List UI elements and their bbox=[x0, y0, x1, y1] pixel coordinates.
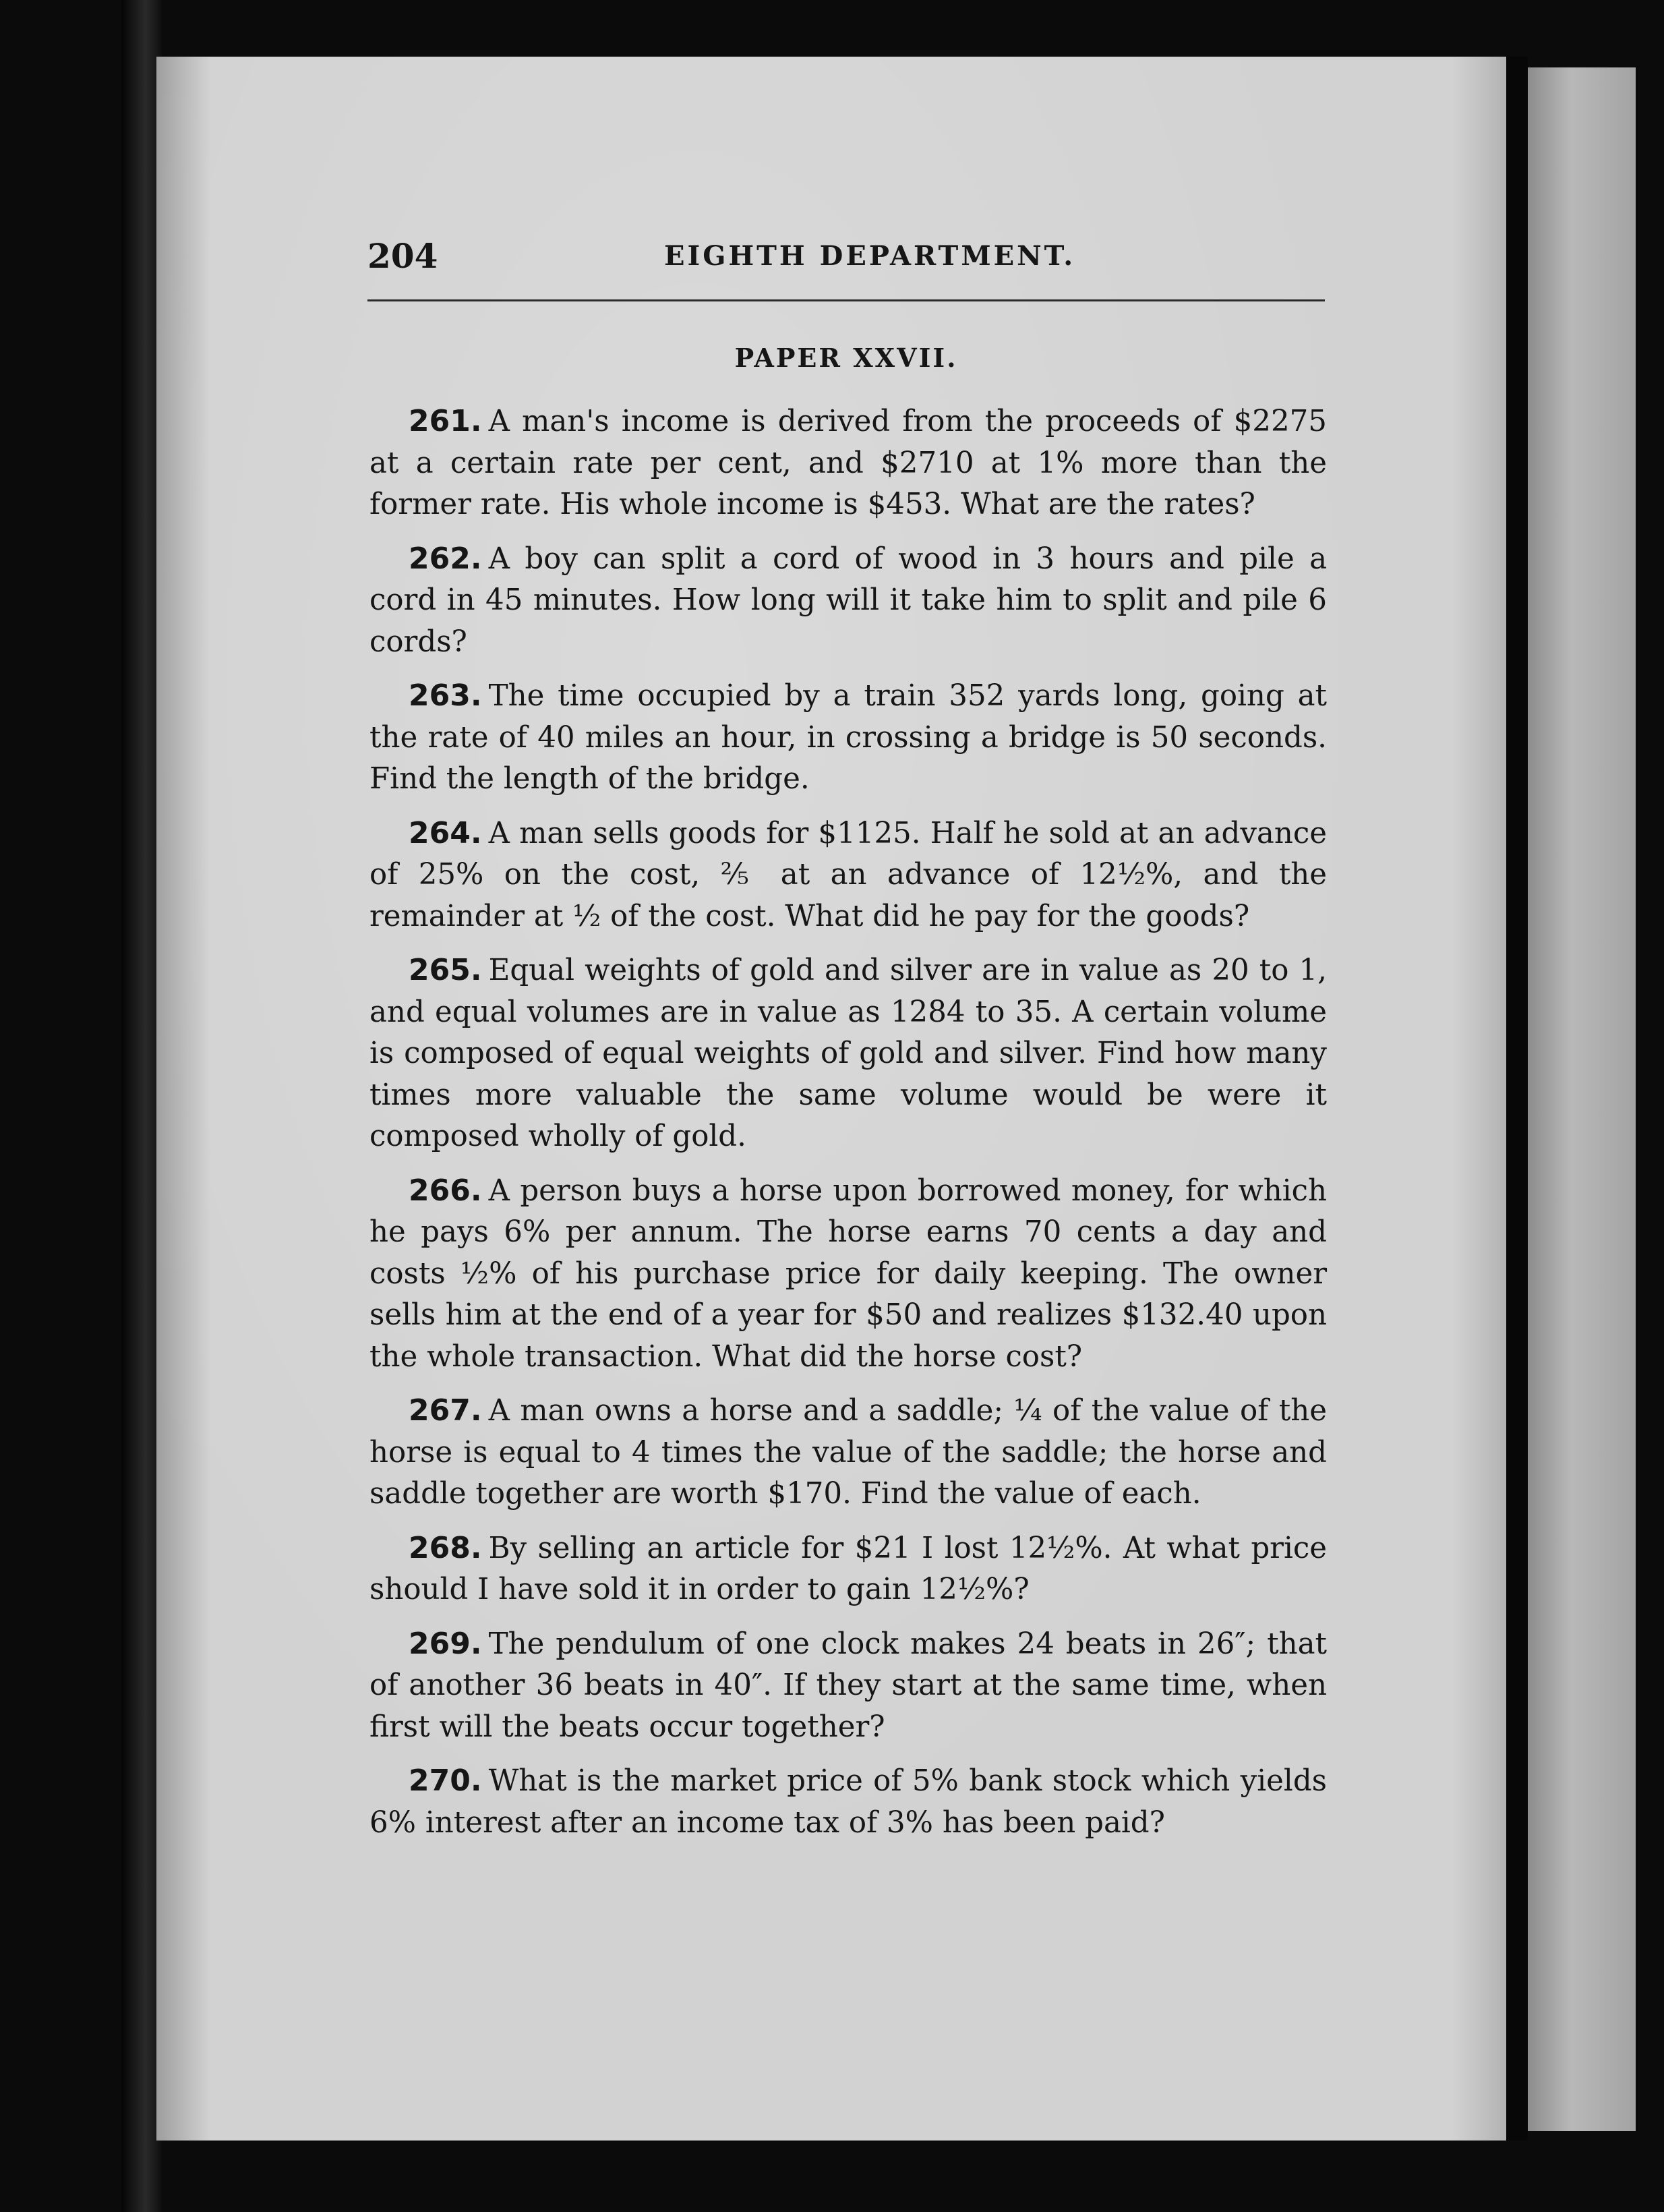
problem-number: 264. bbox=[409, 815, 482, 850]
problem-number: 267. bbox=[409, 1393, 482, 1428]
problem-item bbox=[369, 401, 1327, 526]
problem-number: 270. bbox=[409, 1764, 482, 1798]
adjacent-page-edge bbox=[1528, 67, 1636, 2131]
header-rule bbox=[367, 299, 1325, 301]
running-head: EIGHTH DEPARTMENT. bbox=[664, 240, 1076, 272]
problem-number: 265. bbox=[409, 953, 482, 987]
problem-item bbox=[369, 1760, 1327, 1844]
problem-text: A man's income is derived from the proceeds of $2275 at a certain rate per cent, and $2710 at 1% more than the former rate. His whole income is $453. What are the rates? bbox=[369, 405, 1327, 521]
problem-item bbox=[369, 950, 1327, 1158]
problem-text: A man sells goods for $1125. Half he sold at an advance of 25% on the cost, ⅖ at an advance of 12½%, and the remainder at ½ of the cost. What did he pay for the goods? bbox=[369, 816, 1327, 933]
problem-item bbox=[369, 675, 1327, 801]
problem-number: 266. bbox=[409, 1173, 482, 1208]
page-header bbox=[367, 236, 1325, 283]
problem-item bbox=[369, 1170, 1327, 1378]
binding-shadow bbox=[121, 0, 162, 2212]
problem-item bbox=[369, 538, 1327, 664]
problem-text: What is the market price of 5% bank stock which yields 6% interest after an income tax of 3% has been paid? bbox=[369, 1764, 1327, 1840]
page-number: 204 bbox=[367, 236, 438, 276]
problem-text: A person buys a horse upon borrowed money, for which he pays 6% per annum. The horse earns 70 cents a day and costs ½% of his purchase price for daily keeping. The owner sells him at the end of a year for $50 and realizes $132.40 upon the whole transaction. What did the horse cost? bbox=[369, 1173, 1327, 1374]
problem-text: A boy can split a cord of wood in 3 hours and pile a cord in 45 minutes. How long will it take him to split and pile 6 cords? bbox=[369, 542, 1327, 659]
problem-item bbox=[369, 1623, 1327, 1749]
problem-text: A man owns a horse and a saddle; ¼ of the value of the horse is equal to 4 times the value of the saddle; the horse and saddle together are worth $170. Find the value of each. bbox=[369, 1394, 1327, 1511]
problem-list bbox=[369, 401, 1327, 1856]
problem-item bbox=[369, 1390, 1327, 1515]
problem-text: By selling an article for $21 I lost 12½%. At what price should I have sold it in order to gain 12½%? bbox=[369, 1531, 1327, 1606]
problem-number: 263. bbox=[409, 678, 482, 713]
problem-number: 268. bbox=[409, 1530, 482, 1565]
paper-title: PAPER XXVII. bbox=[734, 343, 958, 373]
problem-number: 261. bbox=[409, 404, 482, 438]
problem-text: The time occupied by a train 352 yards long, going at the rate of 40 miles an hour, in crossing a bridge is 50 seconds. Find the length of the bridge. bbox=[369, 679, 1327, 796]
problem-item bbox=[369, 1527, 1327, 1611]
problem-number: 262. bbox=[409, 541, 482, 576]
problem-item bbox=[369, 813, 1327, 938]
problem-text: Equal weights of gold and silver are in value as 20 to 1, and equal volumes are in value as 1284 to 35. A certain volume is composed of equal weights of gold and silver. Find how many times more valuable the same volume would be were it composed wholly of gold. bbox=[369, 954, 1327, 1153]
problem-number: 269. bbox=[409, 1626, 482, 1661]
page-gutter bbox=[1506, 57, 1528, 2141]
problem-text: The pendulum of one clock makes 24 beats in 26″; that of another 36 beats in 40″. If they start at the same time, when first will the beats occur together? bbox=[369, 1627, 1327, 1744]
